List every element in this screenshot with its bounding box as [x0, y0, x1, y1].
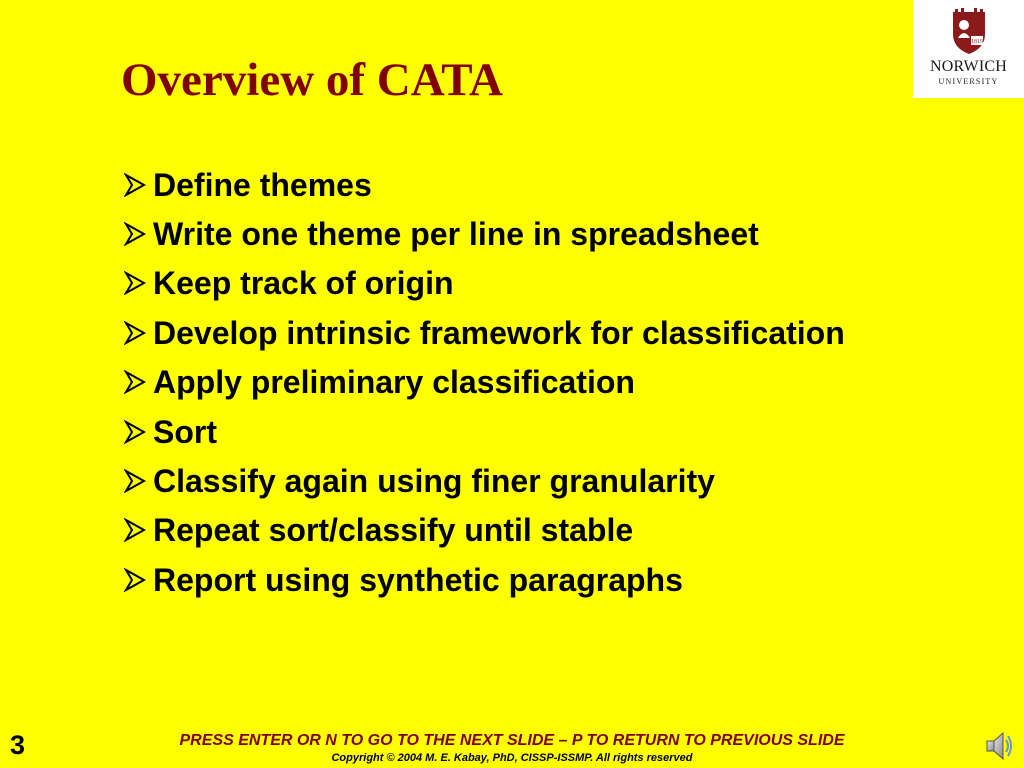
- bullet-item: [124, 308, 845, 357]
- arrow-head-icon: [124, 568, 153, 592]
- bullet-item: [124, 259, 845, 308]
- bullet-text: Classify again using finer granularity: [153, 463, 715, 500]
- arrow-head-icon: [124, 420, 153, 444]
- arrow-head-icon: [124, 222, 153, 246]
- copyright-notice: Copyright © 2004 M. E. Kabay, PhD, CISSP-ISSMP. All rights reserved: [331, 752, 693, 764]
- bullet-text: Sort: [153, 413, 217, 450]
- slide-title: Overview of CATA: [121, 54, 503, 106]
- bullet-item: [124, 456, 845, 505]
- speaker-icon[interactable]: [984, 728, 1014, 764]
- bullet-text: Report using synthetic paragraphs: [153, 561, 683, 598]
- bullet-text: Define themes: [153, 166, 372, 203]
- arrow-head-icon: [124, 469, 153, 493]
- bullet-text: Develop intrinsic framework for classification: [153, 314, 845, 351]
- bullet-text: Apply preliminary classification: [153, 364, 635, 401]
- bullet-item: [124, 407, 845, 456]
- arrow-head-icon: [124, 271, 153, 295]
- logo-name: NORWICH: [930, 58, 1007, 75]
- logo-subtitle: UNIVERSITY: [938, 77, 999, 86]
- arrow-head-icon: [124, 321, 153, 345]
- university-crest-icon: [949, 8, 989, 56]
- bullet-item: [124, 160, 845, 209]
- bullet-item: [124, 506, 845, 555]
- arrow-head-icon: [124, 173, 153, 197]
- arrow-head-icon: [124, 518, 153, 542]
- slide-number: 3: [10, 730, 26, 760]
- bullet-text: Repeat sort/classify until stable: [153, 512, 634, 549]
- bullet-text: Write one theme per line in spreadsheet: [153, 216, 759, 253]
- bullet-item: [124, 358, 845, 407]
- bullet-item: [124, 209, 845, 258]
- arrow-head-icon: [124, 370, 153, 394]
- bullet-item: [124, 555, 845, 604]
- bullet-list: [124, 160, 845, 605]
- navigation-instruction: PRESS ENTER OR N TO GO TO THE NEXT SLIDE – P TO RETURN TO PREVIOUS SLIDE: [179, 732, 845, 749]
- university-logo: [913, 0, 1024, 98]
- crest-year: 1819: [971, 39, 983, 45]
- bullet-text: Keep track of origin: [153, 265, 454, 302]
